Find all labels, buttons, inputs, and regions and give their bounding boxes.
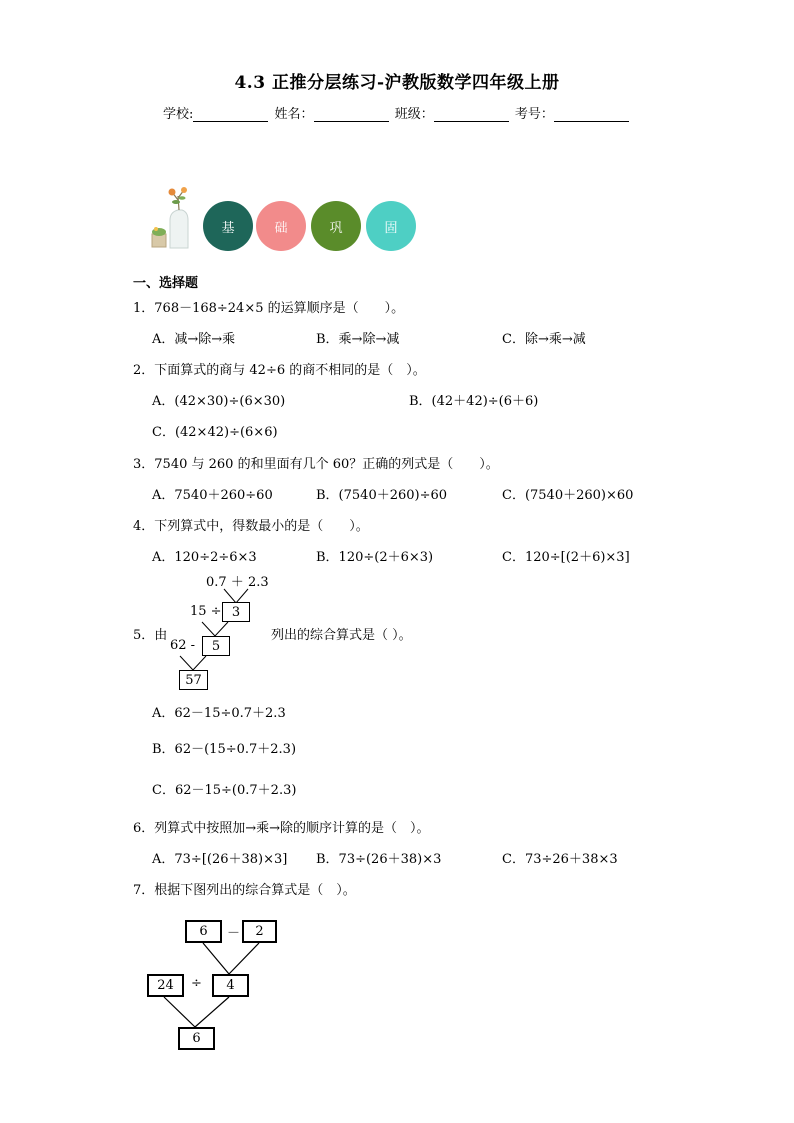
q1-stem: 1．768－168÷24×5 的运算顺序是（ ）。 (133, 301, 405, 316)
q7-box-result (178, 1027, 215, 1050)
q7-box-24 (147, 974, 184, 997)
q7-n3: 24 (157, 978, 174, 993)
q4-stem: 4．下列算式中，得数最小的是（ ）。 (133, 519, 369, 534)
q5-mid-value: 3 (231, 604, 241, 620)
q1-option-c[interactable]: C．除→乘→减 (502, 332, 586, 347)
page-title: 4.3 正推分层练习-沪教版数学四年级上册 (234, 73, 560, 93)
q7-box-2 (242, 920, 277, 943)
q3-stem: 3．7540 与 260 的和里面有几个 60？正确的列式是（ ）。 (133, 457, 499, 472)
q5-mid-label: 15 ÷ (190, 604, 222, 619)
q7-n2: 2 (255, 924, 264, 939)
q7-n4: 4 (226, 978, 235, 993)
q5-option-c[interactable]: C．62－15÷(0.7＋2.3) (152, 783, 297, 798)
q5-top-expression: 0.7 ＋ 2.3 (206, 575, 269, 590)
q4-option-c[interactable]: C．120÷[(2＋6)×3] (502, 550, 630, 565)
badge-gu-label: 固 (384, 220, 398, 236)
exam-no-label: 考号： (514, 107, 554, 122)
badge-ji-label: 基 (221, 220, 235, 236)
q5-option-b[interactable]: B．62－(15÷0.7＋2.3) (152, 742, 297, 757)
q7-op-divide: ÷ (191, 976, 202, 991)
q6-option-a[interactable]: A．73÷[(26＋38)×3] (152, 852, 288, 867)
q5-stem-suffix: 列出的综合算式是（ ）。 (271, 628, 412, 643)
q4-option-b[interactable]: B．120÷(2＋6×3) (316, 550, 434, 565)
q2-option-c[interactable]: C．(42×42)÷(6×6) (152, 425, 278, 440)
q5-stem-prefix: 5．由 (133, 628, 168, 643)
section-heading: 一、选择题 (133, 276, 199, 291)
q3-option-b[interactable]: B．(7540＋260)÷60 (316, 488, 448, 503)
q7-result: 6 (192, 1031, 201, 1046)
q5-low-label: 62 - (170, 638, 196, 653)
q2-option-b[interactable]: B．(42＋42)÷(6＋6) (409, 394, 539, 409)
q3-option-c[interactable]: C．(7540＋260)×60 (502, 488, 634, 503)
q7-stem: 7．根据下图列出的综合算式是（ ）。 (133, 883, 356, 898)
q5-option-a[interactable]: A．62－15÷0.7＋2.3 (152, 706, 286, 721)
q7-op-minus: － (227, 926, 241, 941)
q1-option-a[interactable]: A．减→除→乘 (152, 332, 236, 347)
q5-low-value: 5 (211, 638, 221, 654)
name-label: 姓名： (274, 107, 314, 122)
q4-option-a[interactable]: A．120÷2÷6×3 (152, 550, 257, 565)
q7-n1: 6 (199, 924, 208, 939)
q6-stem: 6．列算式中按照加→乘→除的顺序计算的是（ ）。 (133, 821, 430, 836)
school-label: 学校: (163, 107, 194, 122)
class-label: 班级： (394, 107, 434, 122)
q6-option-c[interactable]: C．73÷26＋38×3 (502, 852, 618, 867)
q6-option-b[interactable]: B．73÷(26＋38)×3 (316, 852, 442, 867)
q7-box-6-top (185, 920, 222, 943)
badge-gong-label: 巩 (329, 220, 343, 236)
q2-option-a[interactable]: A．(42×30)÷(6×30) (152, 394, 286, 409)
badge-chu-label: 础 (274, 220, 288, 236)
q7-box-4 (212, 974, 249, 997)
q3-option-a[interactable]: A．7540＋260÷60 (152, 488, 273, 503)
q1-option-b[interactable]: B．乘→除→减 (316, 332, 400, 347)
q2-stem: 2．下面算式的商与 42÷6 的商不相同的是（ ）。 (133, 363, 426, 378)
q5-result-value: 57 (185, 672, 202, 688)
